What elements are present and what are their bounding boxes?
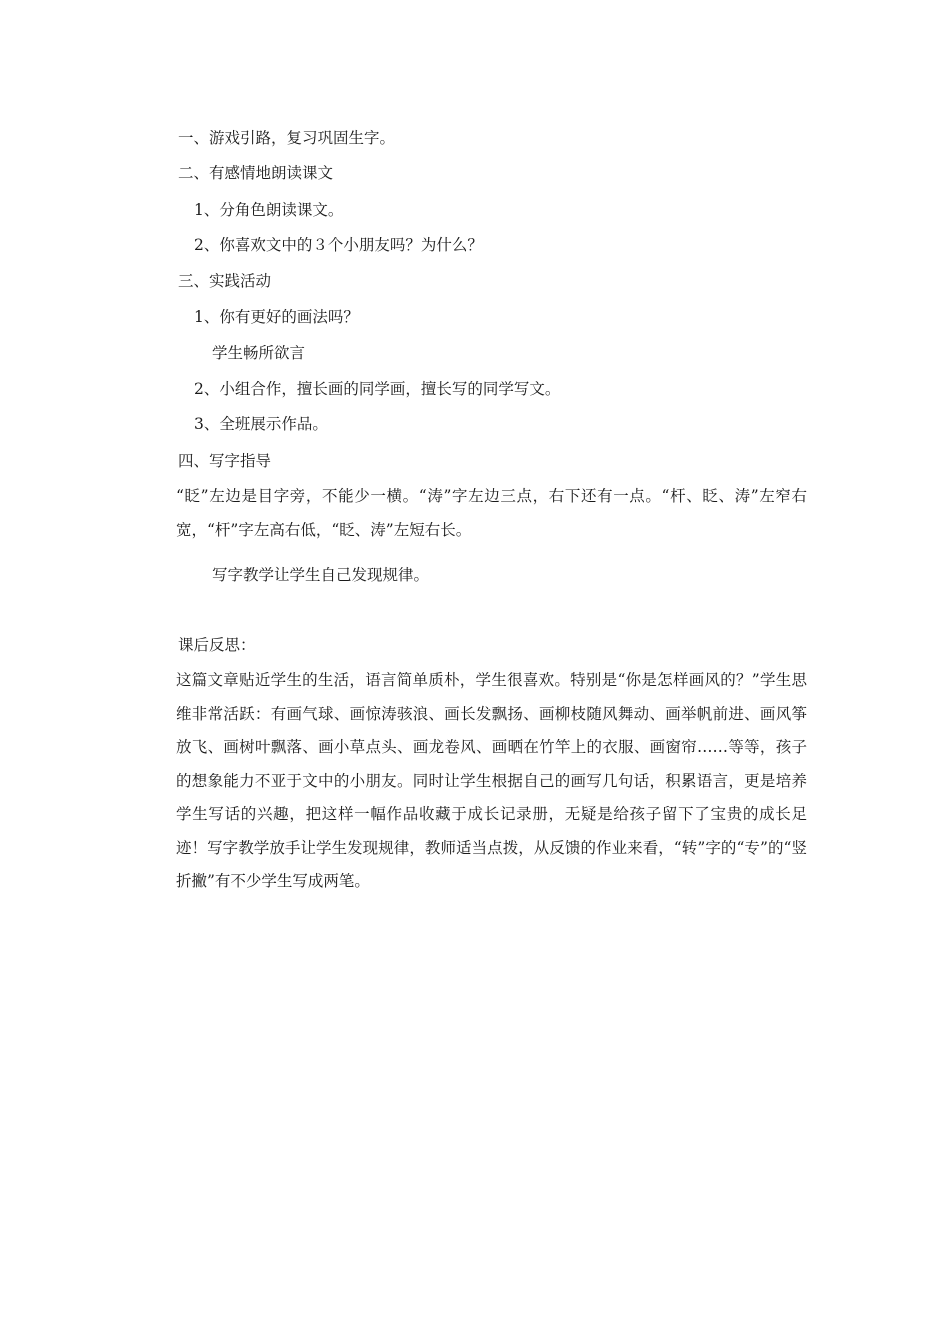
lesson-step-3-item-1-note: 学生畅所欲言 (212, 344, 306, 362)
reflection-body: 这篇文章贴近学生的生活，语言简单质朴，学生很喜欢。特别是“你是怎样画风的？”学生思维非常活跃：有画气球、画惊涛骇浪、画长发飘扬、画柳枝随风舞动、画举帆前进、画风筝放飞、画树叶飘落、画小草点头、画龙卷风、画晒在竹竿上的衣服、画窗帘……等等，孩子的想象能力不亚于文中的小朋友。同时让学生根据自己的画写几句话，积累语言，更是培养学生写话的兴趣，把这样一幅作品收藏于成长记录册，无疑是给孩子留下了宝贵的成长足迹！写字教学放手让学生发现规律，教师适当点拨，从反馈的作业来看，“转”字的“专”的“竖折撇”有不少学生写成两笔。 (176, 671, 807, 890)
lesson-step-3: 三、实践活动 (178, 272, 272, 290)
reflection-heading: 课后反思： (178, 636, 256, 654)
lesson-step-2-item-2: 2、你喜欢文中的３个小朋友吗？为什么？ (194, 236, 483, 254)
lesson-step-2: 二、有感情地朗读课文 (178, 164, 334, 182)
lesson-step-4-paragraph (145, 480, 807, 547)
lesson-step-3-item-1: 1、你有更好的画法吗？ (194, 308, 359, 326)
lesson-step-1: 一、游戏引路，复习巩固生字。 (178, 129, 396, 147)
lesson-step-3-item-2: 2、小组合作，擅长画的同学画，擅长写的同学写文。 (194, 380, 561, 398)
lesson-step-3-item-3: 3、全班展示作品。 (194, 415, 328, 433)
lesson-step-4: 四、写字指导 (178, 452, 272, 470)
lesson-step-2-item-1: 1、分角色朗读课文。 (194, 201, 344, 219)
writing-guide-text: “眨”左边是目字旁，不能少一横。“涛”字左边三点，右下还有一点。“杆、眨、涛”左窄右宽，“杆”字左高右低，“眨、涛”左短右长。 (176, 487, 807, 539)
reflection-paragraph (145, 664, 807, 899)
lesson-step-4-note: 写字教学让学生自己发现规律。 (212, 566, 430, 584)
